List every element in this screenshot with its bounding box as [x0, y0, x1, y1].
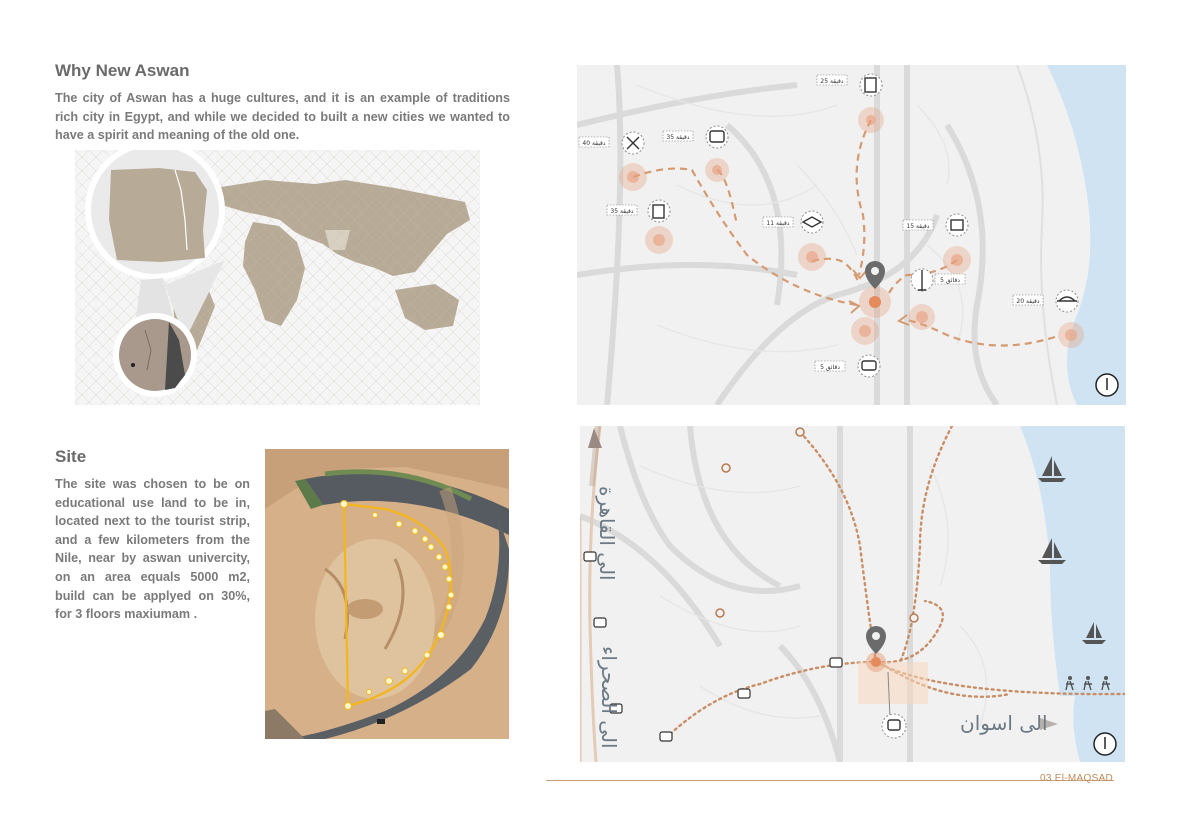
- time-label: 35 دقيقة: [610, 208, 634, 215]
- time-label: 40 دقيقة: [582, 140, 606, 147]
- nile-river: [1047, 65, 1126, 405]
- time-label: 25 دقيقة: [820, 78, 844, 85]
- bus-icon: [594, 618, 606, 627]
- compass-icon: [1096, 374, 1118, 396]
- bus-stop-icon: [882, 714, 906, 738]
- time-label: 35 دقيقة: [666, 134, 690, 141]
- bus-icon: [660, 732, 672, 741]
- site-heading: Site: [55, 447, 87, 466]
- road-label-desert: الى الصحراء: [597, 646, 621, 749]
- time-label: 5 دقائق: [820, 364, 840, 371]
- footer-divider: [546, 780, 1114, 781]
- time-label: 5 دقائق: [940, 277, 960, 284]
- road-label-cairo: الى القاهرة: [595, 486, 619, 581]
- route-map: [580, 426, 1125, 762]
- time-label: 15 دقيقة: [906, 223, 930, 230]
- accessibility-map: [577, 65, 1126, 405]
- world-map-graphic: [75, 150, 480, 405]
- time-label: 20 دقيقة: [1016, 298, 1040, 305]
- site-paragraph: The site was chosen to be on educational use land to be in, located next to the tourist strip, and a few kilometers from the Nile, near by aswan univercity, on an area equals 5000 m2, build can be applyed on 30%, for 3 floors maxiumam .: [55, 477, 250, 622]
- location-pin-icon: [866, 626, 886, 654]
- why-new-aswan-heading: Why New Aswan: [55, 61, 190, 80]
- why-new-aswan-paragraph: The city of Aswan has a huge cultures, and it is an example of traditions rich city in Egypt, and while we decided to built a new cities we wanted to have a spirit and meaning of the old one.: [55, 91, 510, 143]
- road-label-aswan: الى اسوان: [960, 711, 1048, 735]
- compass-icon: [1094, 733, 1116, 755]
- egypt-map-detail: [109, 168, 207, 262]
- site-aerial-photo: [265, 449, 509, 739]
- bus-icon: [830, 658, 842, 667]
- bus-icon: [584, 552, 596, 561]
- footer-page-label: 03 El-MAQSAD: [1040, 773, 1114, 784]
- time-label: 11 دقيقة: [766, 220, 790, 227]
- bus-icon: [738, 689, 750, 698]
